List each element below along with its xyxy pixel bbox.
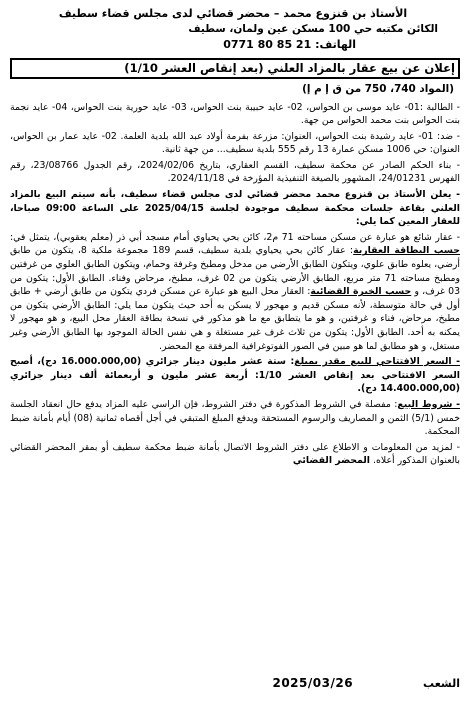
- expertise-heading: حسب الخبرة القضائية: [310, 286, 412, 298]
- bailiff-signature: المحضر القضائي: [292, 455, 371, 467]
- land-register-text: : عقار كائن بحي يحياوي بلدية سطيف، قسم 189 مجموعة ملكية 8، يتكون من طابق أرضي، يعلوه طابق علوي، ويتكون الطابق الأرضي من مدخل ومطبخ وغرفة وحمام، ويتكون الطابق العلوي من غرفتين ومطبخ مساحته 71 متر مربع، الطابق الأرضي يتكون من 02 غرف، مطبخ، مرحاض وفناء. الطابق الأول: يتكون من 03 غرف، و: [10, 245, 461, 298]
- publication-date: 2025/03/26: [272, 676, 354, 690]
- opening-price-label: - السعر الافتتاحي للبيع مقدر بمبلغ: [294, 356, 460, 368]
- opening-price-text: : ستة عشر مليون دينار جزائري (16.000.000,00 دج)، أصبح السعر الافتتاحي بعد إنقاص العشر 1/10: أربعة عشر مليون و أربعمائة ألف دينار جزائري (14.400.000,00 دج).: [10, 356, 460, 395]
- sale-conditions-label: - شروط البيع: [397, 398, 460, 410]
- notice-legal-articles: (المواد 740، 750 من ق إ م إ): [302, 82, 454, 95]
- court-judgment-paragraph: - بناء الحكم الصادر عن محكمة سطيف، القسم العقاري، بتاريخ 2024/02/06، رقم الجدول 23/08766، رقم الفهرس 24/01231، المشهور بالصيغة التنفيذية المؤرخة في 2024/11/18.: [10, 159, 460, 185]
- phone-number: 0771 80 85 21: [223, 38, 312, 51]
- property-intro-text: - عقار شائع هو عبارة عن مسكن مساحته 71 م2، كائن بحي يحياوي أمام مسجد أبي ذر (معلم يعقوبي)، يتمثل في:: [10, 231, 460, 243]
- sale-conditions-text: : مفصلة في الشروط المذكورة في دفتر الشروط، فإن الراسي عليه المزاد يدفع حال انعقاد الجلسة خمس (5/1) الثمن و المصاريف والرسوم المستحقة ويدفع المبلغ المتبقي في أجل أقصاه ثمانية (08) أيام بأمانة ضبط المحكمة.: [10, 398, 460, 438]
- phone-label: الهاتف:: [311, 38, 356, 51]
- opening-price-paragraph: [10, 355, 460, 396]
- requesting-parties-paragraph: - الطالبة :01- عايد موسى بن الحواس، 02- عايد حبيبة بنت الحواس، 03- عايد حورية بنت الحواس، 04- عايد نجمة بنت الحواس بنت محمد الحواس من جهة.: [10, 101, 460, 127]
- contact-info-text: - لمزيد من المعلومات و الاطلاع على دفتر الشروط الاتصال بأمانة ضبط محكمة سطيف أو بمقر المحضر القضائي بالعنوان المذكور أعلاه.: [10, 441, 460, 467]
- newspaper-name: الشعب: [423, 676, 460, 690]
- contact-info-paragraph: [10, 441, 460, 468]
- notice-title: إعلان عن بيع عقار بالمزاد العلني (بعد إنقاص العشر 1/10): [10, 58, 460, 79]
- notice-body: [10, 101, 460, 468]
- property-description-paragraph: [10, 231, 460, 353]
- auction-announcement-paragraph: - يعلن الأستاذ بن قنزوع محمد محضر قضائي لدى مجلس قضاء سطيف، بأنه سيتم البيع بالمزاد العلني بقاعة جلسات محكمة سطيف موجودة لجلسة 2025/04/15 على الساعة 09:00 صباحا، للعقار المعين كما يلي:: [10, 189, 460, 228]
- sale-conditions-paragraph: [10, 398, 460, 439]
- expertise-text: : العقار محل البيع هو عبارة عن مسكن فردي يتكون من طابق أرضي + طابق أول في حالة متوسطة، لأنه مسكن قديم و مهجور لا يسكن به أحد حيث يتكون مما يلي: الطابق الأرضي يتكون من مطبخ، مرحاض، فناء و غرفتين، و هو ما يتطابق مع ما هو مذكور في نسخة بطاقة العقار محل البيع، و هو مهجور لا يمكنه به أحد. الطابق الأول: يتكون من ثلاث غرف غير مستغلة و هي نفس الحالة الموجود بها الطابق الأرضي وغير مستغل، و هو مطابق لما هو مبين في الصور الفوتوغرافية المرفقة مع المحضر.: [10, 286, 460, 352]
- bailiff-address-line: الكائن مكتبه حي 100 مسكن عين ولمان، سطيف: [188, 22, 438, 35]
- bailiff-phone-line: [10, 37, 456, 53]
- opposing-parties-paragraph: - ضد: 01- عايد رشيدة بنت الحواس، العنوان: مزرعة بفرمة أولاد عبد الله بلدية العلمة. 02- عايد عمار بن الحواس، العنوان: حي 1006 مسكن عمارة 13 رقم 555 بلدية سطيف... من جهة ثانية.: [10, 130, 460, 156]
- bailiff-name-line: الأستاذ بن قنزوع محمد – محضر قضائي لدى مجلس قضاء سطيف: [58, 7, 408, 20]
- publication-footer: [14, 676, 460, 690]
- bailiff-header: [10, 6, 460, 53]
- land-register-heading: حسب البطاقة العقارية: [353, 245, 460, 257]
